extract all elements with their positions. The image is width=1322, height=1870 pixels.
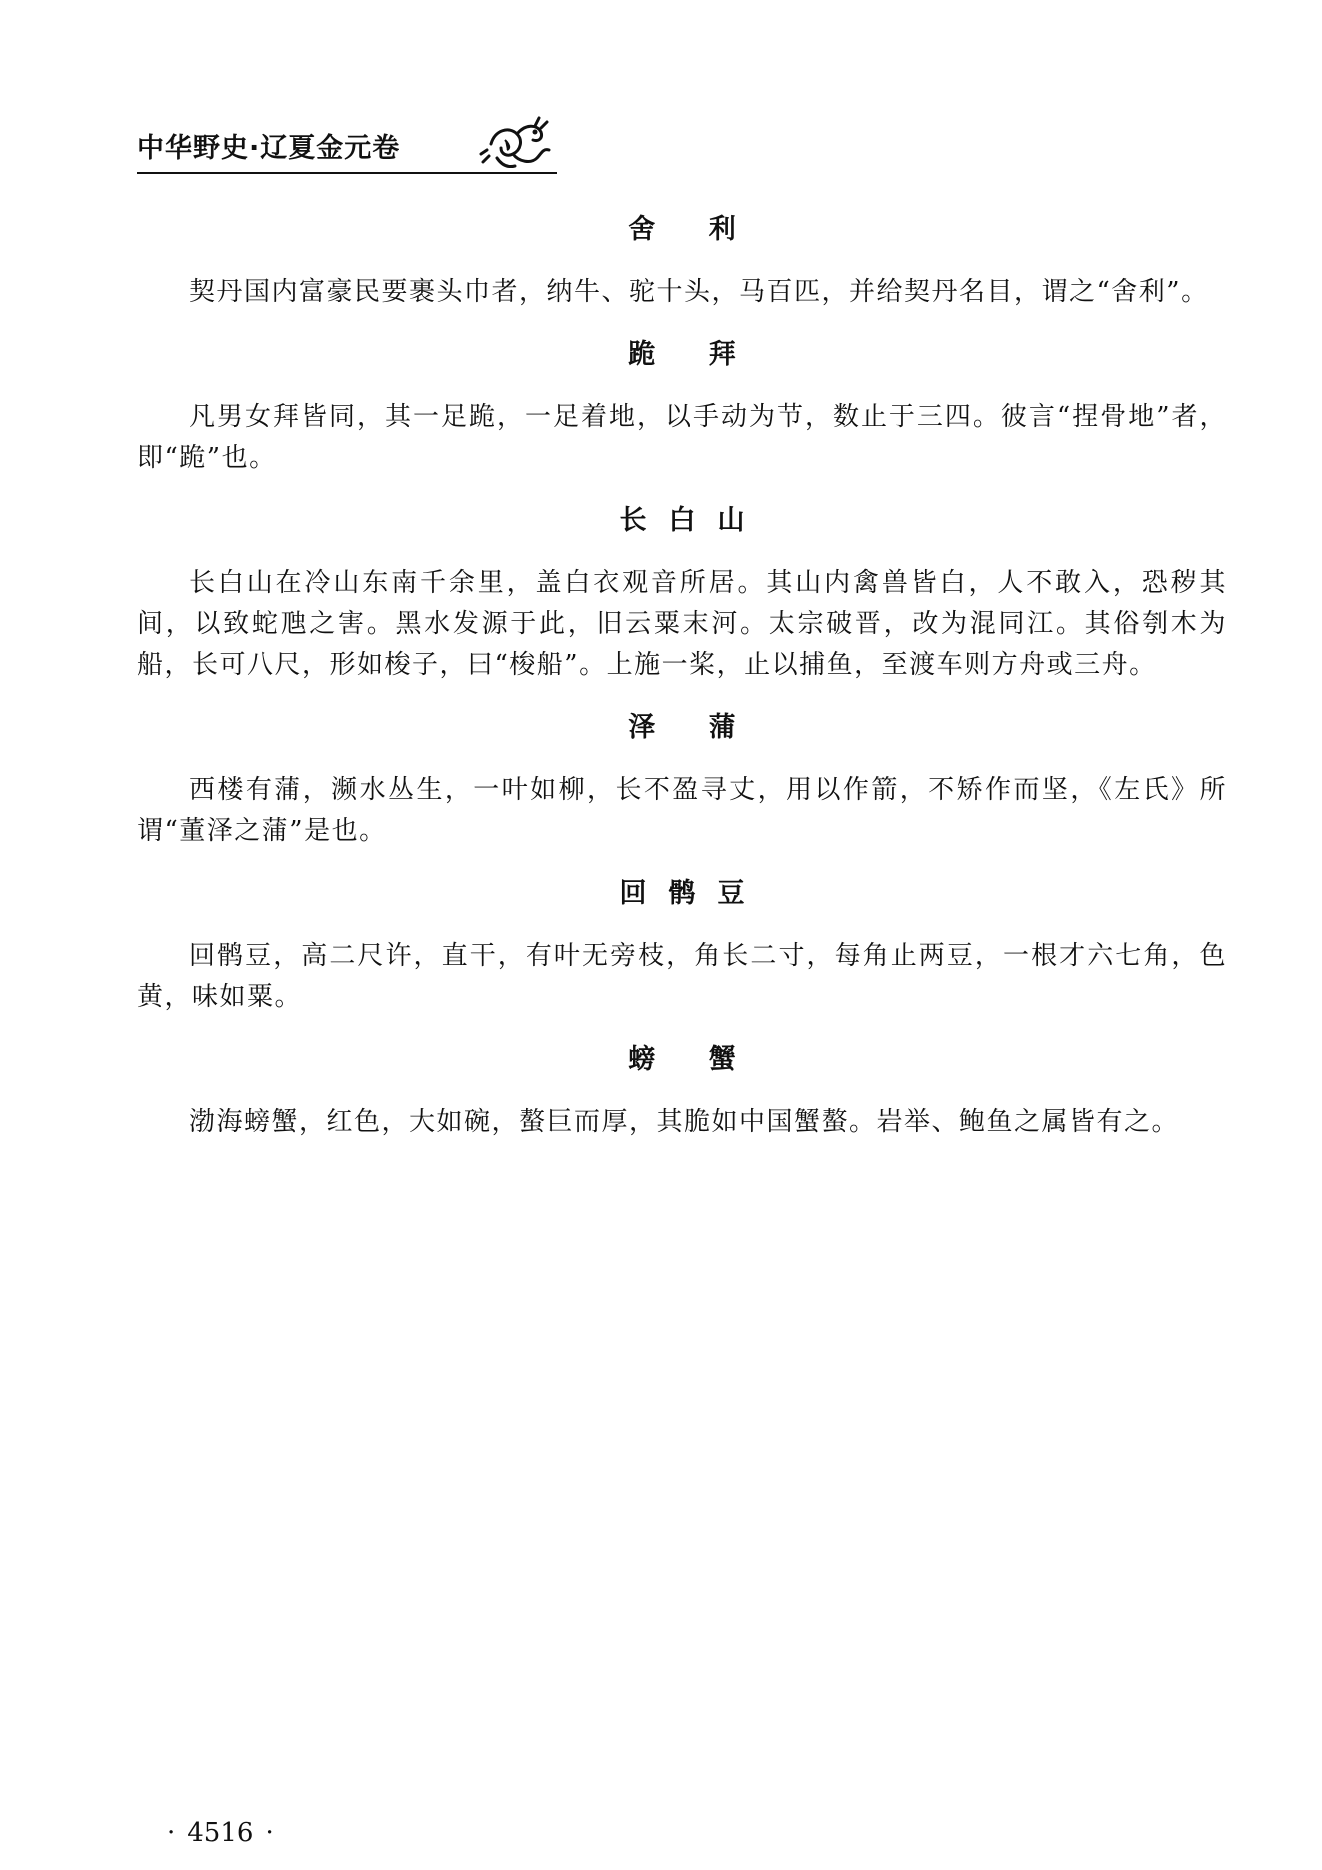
section-body: 契丹国内富豪民要裹头巾者，纳牛、驼十头，马百匹，并给契丹名目，谓之“舍利”。 [189, 277, 1209, 307]
section-body: 回鹘豆，高二尺许，直干，有叶无旁枝，角长二寸，每角止两豆，一根才六七角，色黄，味如粟。 [137, 941, 1227, 1012]
page-number-dot-left: · [167, 1818, 176, 1848]
page-number-value: 4516 [187, 1818, 254, 1848]
page-number-dot-right: · [265, 1818, 274, 1848]
page-number [155, 1818, 286, 1848]
section-heading: 螃 蟹 [628, 1044, 758, 1075]
section-body: 西楼有蒲，濒水丛生，一叶如柳，长不盈寻丈，用以作箭，不矫作而坚，《左氏》所谓“董泽之蒲”是也。 [137, 775, 1227, 846]
main-content [137, 210, 1227, 1165]
section-heading: 泽 蒲 [628, 712, 758, 743]
section-body: 渤海螃蟹，红色，大如碗，螯巨而厚，其脆如中国蟹螯。岩举、鲍鱼之属皆有之。 [189, 1107, 1180, 1137]
dragon-emblem-icon [477, 114, 557, 174]
section-heading: 跪 拜 [628, 339, 758, 370]
book-title: 中华野史·辽夏金元卷 [137, 133, 401, 164]
section-body: 凡男女拜皆同，其一足跪，一足着地，以手动为节，数止于三四。彼言“捏骨地”者，即“跪”也。 [137, 402, 1227, 473]
section-changbaishan [137, 501, 1227, 686]
section-heading: 回鹘豆 [619, 878, 767, 909]
section-huihudou [137, 874, 1227, 1018]
section-body: 长白山在冷山东南千余里，盖白衣观音所居。其山内禽兽皆白，人不敢入，恐秽其间，以致蛇虺之害。黑水发源于此，旧云粟末河。太宗破晋，改为混同江。其俗刳木为船，长可八尺，形如梭子，曰“梭船”。上施一桨，止以捕鱼，至渡车则方舟或三舟。 [137, 568, 1227, 680]
section-sheli [137, 210, 1227, 313]
header-rule [137, 172, 557, 174]
section-heading: 长白山 [619, 505, 767, 536]
section-pangxie [137, 1040, 1227, 1143]
running-header [137, 118, 557, 178]
section-zepu [137, 708, 1227, 852]
section-heading: 舍 利 [628, 214, 758, 245]
section-guibai [137, 335, 1227, 479]
